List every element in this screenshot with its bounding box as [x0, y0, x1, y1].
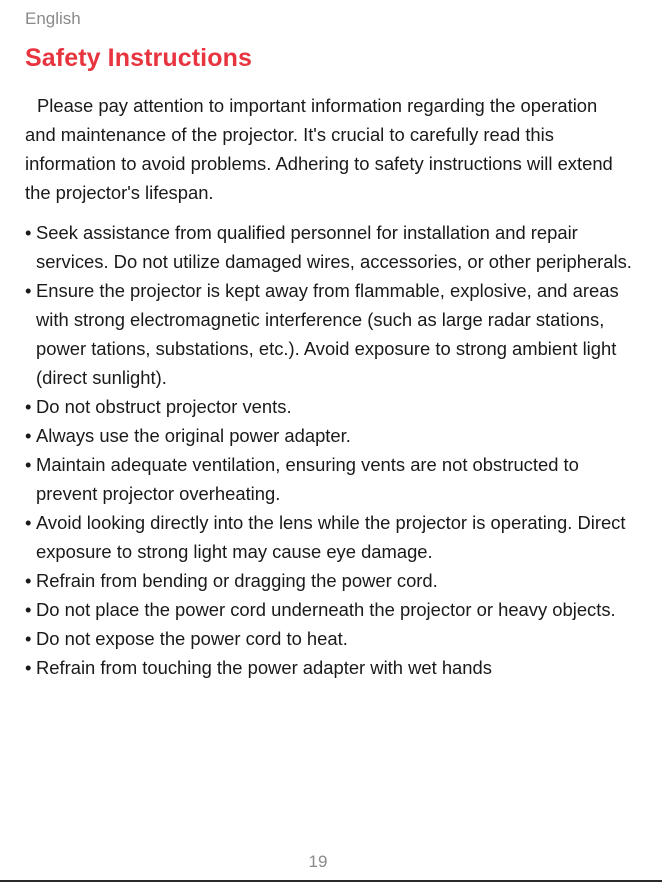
bullet-icon: •: [25, 280, 32, 301]
list-item: [25, 595, 637, 624]
list-item: [25, 624, 637, 653]
list-item-text: Seek assistance from qualified personnel for installation and repair services. Do not utilize damaged wires, accessories, or other peripherals.: [36, 222, 632, 272]
list-item: [25, 276, 637, 392]
bullet-icon: •: [25, 454, 32, 475]
list-item: [25, 566, 637, 595]
bottom-divider: [0, 880, 662, 882]
bullet-icon: •: [25, 657, 32, 678]
list-item-text: Ensure the projector is kept away from flammable, explosive, and areas with strong electromagnetic interference (such as large radar stations, power tations, substations, etc.). Avoid exposure to strong ambient light (direct sunlight).: [36, 280, 619, 388]
page-title: Safety Instructions: [25, 44, 252, 72]
list-item-text: Do not obstruct projector vents.: [36, 396, 292, 417]
safety-list: [25, 218, 637, 682]
list-item-text: Always use the original power adapter.: [36, 425, 351, 446]
language-label: English: [25, 9, 81, 28]
list-item: [25, 653, 637, 682]
list-item-text: Refrain from bending or dragging the power cord.: [36, 570, 438, 591]
list-item: [25, 392, 637, 421]
list-item-text: Avoid looking directly into the lens while the projector is operating. Direct exposure to strong light may cause eye damage.: [36, 512, 626, 562]
intro-paragraph: Please pay attention to important information regarding the operation and maintenance of the projector. It's crucial to carefully read this information to avoid problems. Adhering to safety instructions will extend the projector's lifespan.: [25, 95, 613, 203]
list-item: [25, 508, 637, 566]
bullet-icon: •: [25, 222, 32, 243]
page-number: 19: [308, 852, 328, 871]
list-item-text: Maintain adequate ventilation, ensuring vents are not obstructed to prevent projector overheating.: [36, 454, 579, 504]
list-item: [25, 218, 637, 276]
bullet-icon: •: [25, 570, 32, 591]
bullet-icon: •: [25, 396, 32, 417]
bullet-icon: •: [25, 512, 32, 533]
list-item-text: Refrain from touching the power adapter with wet hands: [36, 657, 492, 678]
bullet-icon: •: [25, 628, 32, 649]
list-item-text: Do not expose the power cord to heat.: [36, 628, 348, 649]
bullet-icon: •: [25, 425, 32, 446]
bullet-icon: •: [25, 599, 32, 620]
list-item: [25, 450, 637, 508]
list-item: [25, 421, 637, 450]
list-item-text: Do not place the power cord underneath the projector or heavy objects.: [36, 599, 616, 620]
